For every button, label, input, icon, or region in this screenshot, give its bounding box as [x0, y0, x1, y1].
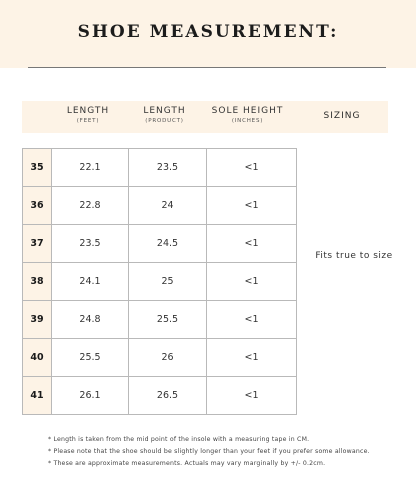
- header-length-product-label: LENGTH: [143, 106, 186, 116]
- sole-height-cell: <1: [207, 149, 297, 187]
- table-row: [23, 187, 297, 225]
- length-product-cell: 24.5: [129, 225, 207, 263]
- header-sole-height-unit: (INCHES): [231, 118, 264, 124]
- size-cell: 41: [23, 377, 52, 415]
- length-feet-cell: 22.1: [52, 149, 129, 187]
- table-row: [23, 149, 297, 187]
- length-product-cell: 25: [129, 263, 207, 301]
- sole-height-cell: <1: [207, 339, 297, 377]
- size-cell: 38: [23, 263, 52, 301]
- sole-height-cell: <1: [207, 301, 297, 339]
- sole-height-cell: <1: [207, 187, 297, 225]
- table-row: [23, 339, 297, 377]
- header-length-feet-label: LENGTH: [66, 106, 110, 116]
- length-feet-cell: 24.1: [52, 263, 129, 301]
- size-cell: 36: [23, 187, 52, 225]
- header-length-product: [126, 106, 203, 125]
- length-product-cell: 26: [129, 339, 207, 377]
- page-title: SHOE MEASUREMENT:: [77, 22, 339, 42]
- length-feet-cell: 22.8: [52, 187, 129, 225]
- header-length-feet: [50, 106, 126, 125]
- sole-height-cell: <1: [207, 225, 297, 263]
- table-row: [23, 263, 297, 301]
- size-cell: 37: [23, 225, 52, 263]
- size-table: [22, 148, 297, 415]
- footnote: * These are approximate measurements. Actuals may vary marginally by +/- 0.2cm.: [48, 460, 326, 467]
- length-product-cell: 26.5: [129, 377, 207, 415]
- header-sole-height: [203, 106, 292, 125]
- length-feet-cell: 25.5: [52, 339, 129, 377]
- size-cell: 40: [23, 339, 52, 377]
- length-product-cell: 24: [129, 187, 207, 225]
- header-sizing: SIZING: [323, 111, 361, 121]
- length-product-cell: 23.5: [129, 149, 207, 187]
- length-feet-cell: 26.1: [52, 377, 129, 415]
- title-divider: [28, 67, 386, 68]
- table-row: [23, 377, 297, 415]
- length-product-cell: 25.5: [129, 301, 207, 339]
- length-feet-cell: 24.8: [52, 301, 129, 339]
- header-sole-height-label: SOLE HEIGHT: [211, 106, 284, 116]
- table-row: [23, 301, 297, 339]
- footnotes: [48, 434, 408, 470]
- sole-height-cell: <1: [207, 377, 297, 415]
- size-cell: 39: [23, 301, 52, 339]
- length-feet-cell: 23.5: [52, 225, 129, 263]
- footnote: * Length is taken from the mid point of the insole with a measuring tape in CM.: [48, 436, 310, 443]
- table-row: [23, 225, 297, 263]
- header-length-product-unit: (PRODUCT): [145, 118, 184, 124]
- footnote: * Please note that the shoe should be slightly longer than your feet if you prefer some allowance.: [48, 448, 370, 455]
- sizing-note: Fits true to size: [315, 251, 393, 261]
- sole-height-cell: <1: [207, 263, 297, 301]
- header-length-feet-unit: (FEET): [76, 118, 100, 124]
- size-cell: 35: [23, 149, 52, 187]
